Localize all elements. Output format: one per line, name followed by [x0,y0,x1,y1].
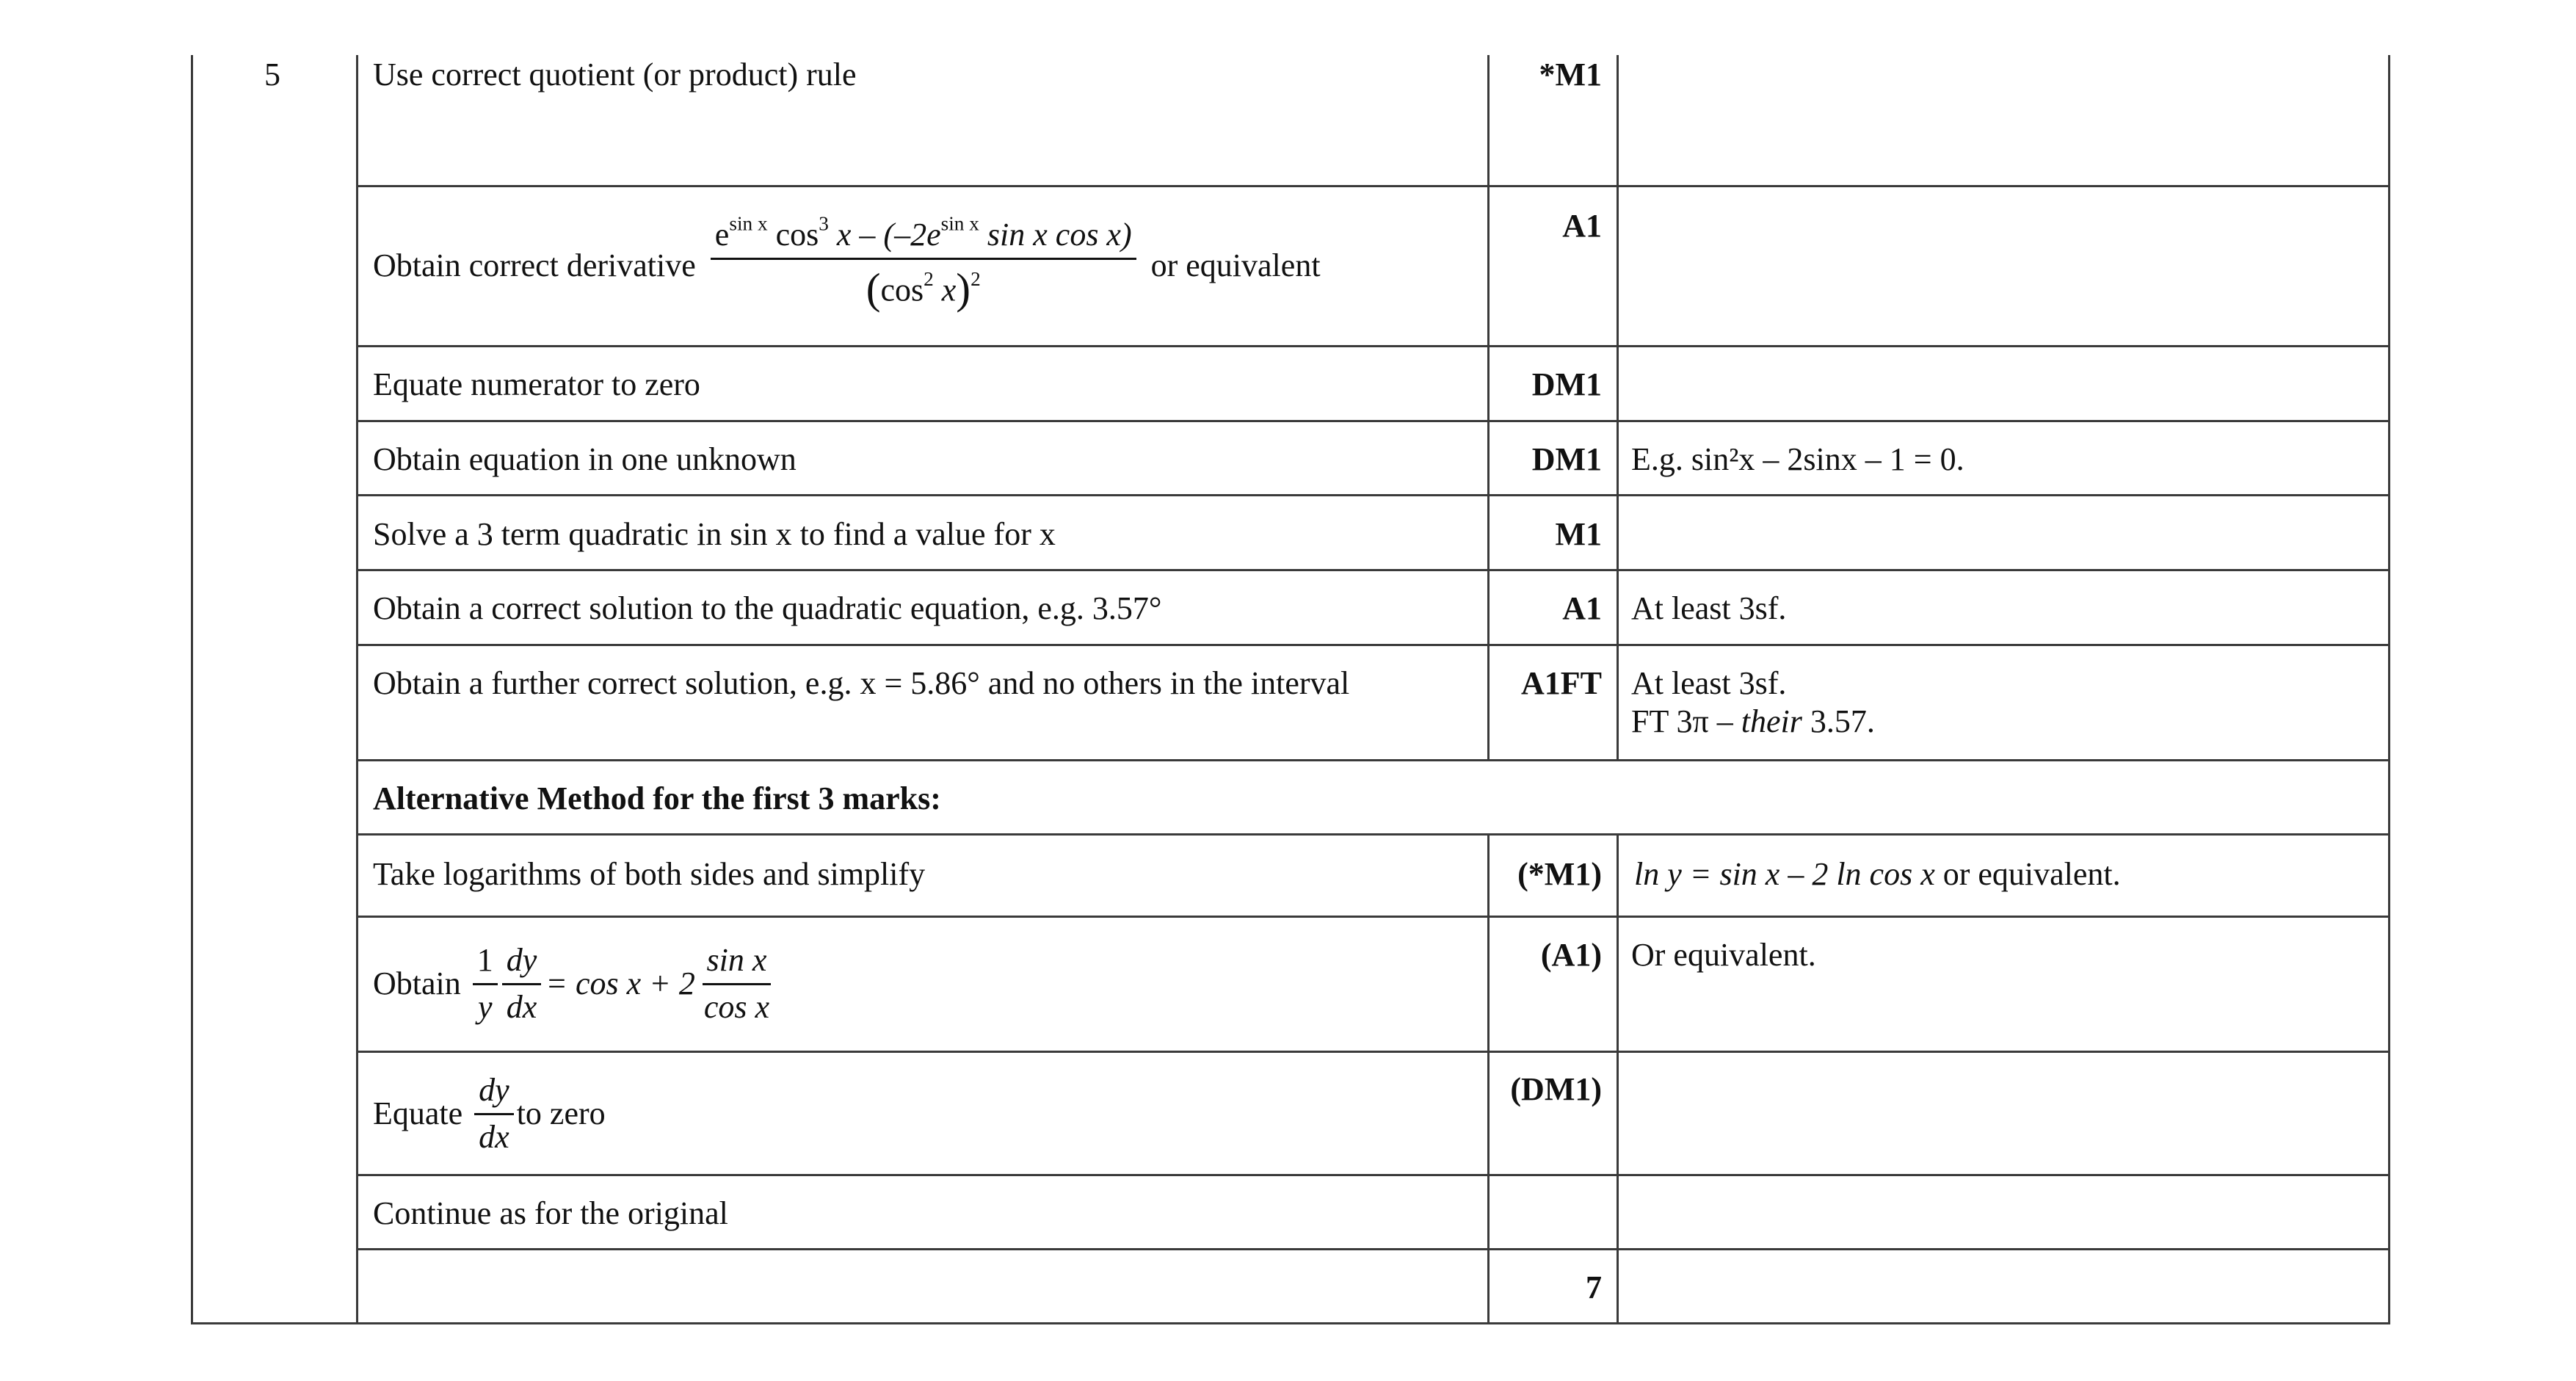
row-border [358,420,2390,422]
dy-dx-fraction: $\frac{dy}{dx}$ [474,1071,514,1157]
mark-code: A1 [1562,590,1602,626]
row-border [358,494,2390,496]
answer-text: Take logarithms of both sides and simplify [373,856,926,892]
mark-code: *M1 [1539,57,1602,93]
answer-text: or equivalent [1150,247,1321,283]
mark-code: A1 [1562,208,1602,244]
mark-code: A1FT [1521,665,1602,701]
mark-code: (*M1) [1517,856,1602,892]
mark-code: (DM1) [1510,1071,1602,1107]
mark-code: DM1 [1531,441,1602,477]
marks-column-left-border [1487,55,1490,760]
dy-dx-fraction: $\frac{dy}{dx}$ [502,941,542,1027]
table-left-border [191,55,193,1324]
mark-code: M1 [1555,516,1602,552]
mark-code: (A1) [1540,937,1602,973]
row-border [358,759,2390,761]
guidance-text-ft: FT 3π – their 3.57. [1631,703,1875,739]
derivative-numerator: $e^{sin x}$ $\cos^3 x - (-2e^{sin x}$ sin x cos x) [711,216,1136,260]
answer-text-derivative [373,192,1321,339]
answer-text: Use correct quotient (or product) rule [373,57,857,93]
derivative-fraction [711,213,1136,315]
table-right-border [2388,55,2390,1324]
answer-text: Obtain correct derivative [373,247,696,283]
row-border [358,1051,2390,1053]
answer-text: Obtain a correct solution to the quadratic equation, e.g. 3.57° [373,590,1162,626]
marks-column-left-border [1487,833,1490,1324]
row-border [358,1174,2390,1176]
answer-text: Solve a 3 term quadratic in sin x to find a value for x [373,516,1056,552]
answer-text-equate-derivative: Equate $\frac{dy}{dx}$ to zero [373,1065,606,1164]
question-column-border [356,55,358,1324]
total-marks: 7 [1586,1269,1602,1305]
answer-text: Obtain a further correct solution, e.g. x = 5.86° and no others in the interval [373,665,1350,701]
row-border [358,916,2390,918]
answer-text: Obtain equation in one unknown [373,441,797,477]
alternative-method-heading: Alternative Method for the first 3 marks: [373,780,941,816]
guidance-text: Or equivalent. [1631,937,1816,973]
guidance-text: At least 3sf. [1631,665,1787,701]
answer-text: Equate numerator to zero [373,366,700,402]
guidance-text: At least 3sf. [1631,590,1787,626]
sin-over-cos-fraction: $\frac{\text{sin x}}{\text{cos x}}$ [700,941,774,1027]
guidance-text-ln: ln y = sin x – 2 ln cos x or equivalent. [1634,856,2121,892]
guidance-text: E.g. sin²x – 2sinx – 1 = 0. [1631,441,1964,477]
derivative-denominator: ($\cos^2$ x)$^2$ [866,264,981,313]
row-border [358,569,2390,571]
answer-text: Continue as for the original [373,1195,728,1231]
answer-text-obtain-derivative: Obtain $\frac{1}{y}$ $\frac{dy}{dx}$ = cos x + 2 $\frac{\text{sin x}}{\text{cos x}}$ [373,929,778,1039]
question-number: 5 [264,57,280,93]
one-over-y-fraction: $\frac{1}{y}$ [473,941,498,1027]
row-border [358,345,2390,347]
row-border [358,833,2390,836]
marks-column-right-border [1617,833,1619,1324]
row-border [358,644,2390,646]
row-border [358,1248,2390,1250]
table-bottom-border [191,1322,2390,1324]
marks-column-right-border [1617,55,1619,760]
row-border [358,185,2390,187]
mark-code: DM1 [1531,366,1602,402]
